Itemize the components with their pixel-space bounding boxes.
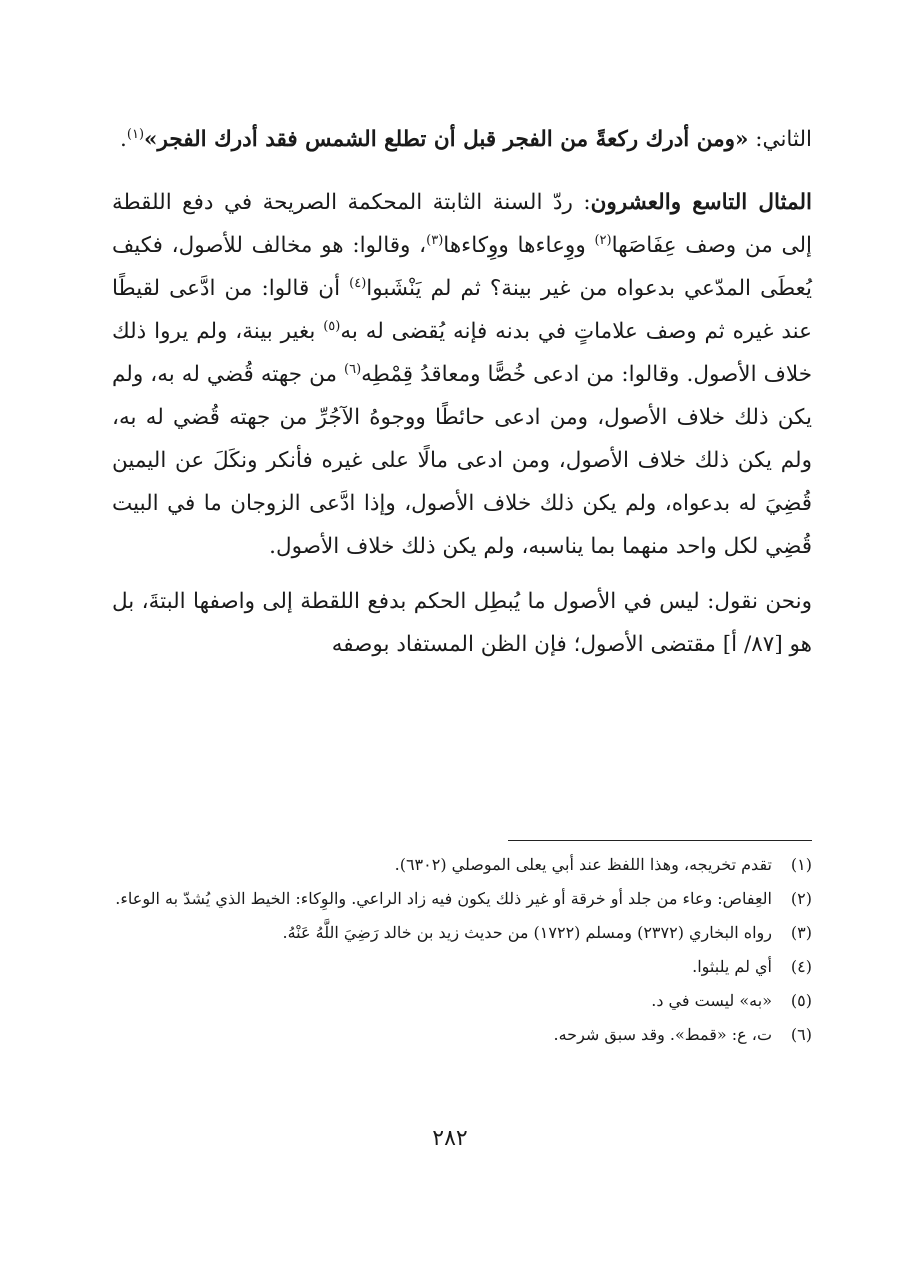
hadith-quote: «ومن أدرك ركعةً من الفجر قبل أن تطلع الشمس فقد أدرك الفجر»: [144, 127, 749, 152]
footnote-ref-3[interactable]: (٣): [426, 232, 444, 248]
main-text: [112, 118, 812, 666]
paragraph-text: بغير بينة، ولم يروا ذلك خلاف الأصول. وقالوا: من ادعى خُصًّا ومعاقدُ قِمْطِه: [112, 319, 813, 387]
example-label: الثاني:: [748, 127, 812, 152]
footnote-2: [112, 882, 812, 916]
footnote-number: (٤): [790, 957, 812, 976]
paragraph-text: من جهته قُضي له به، ولم يكن ذلك خلاف الأصول، ومن ادعى حائطًا ووجوهُ الآجُرِّ من جهته قُضي له به، ولم يكن ذلك خلاف الأصول، ومن ادعى مالًا على غيره فأنكر ونكَلَ عن اليمين قُضِيَ له بدعواه، ولم يكن ذلك خلاف الأصول، وإذا ادَّعى الزوجان ما في البيت قُضِي لكل واحد منهما بما يناسبه، ولم يكن ذلك خلاف الأصول.: [112, 362, 812, 559]
footnote-5: [112, 984, 812, 1018]
paragraph-text: : ردّ السنة الثابتة المحكمة الصريحة في دفع اللقطة إلى من وصف عِفَاصَها: [112, 190, 812, 258]
paragraph-response: ونحن نقول: ليس في الأصول ما يُبطِل الحكم بدفع اللقطة إلى واصفها البتةَ، بل هو [٨٧/ أ] مقتضى الأصول؛ فإن الظن المستفاد بوصفه: [112, 589, 812, 657]
footnote-3: [112, 916, 812, 950]
footnote-text: «به» ليست في د.: [651, 991, 772, 1010]
footnote-ref-5[interactable]: (٥): [323, 318, 341, 334]
footnote-separator: [508, 840, 812, 841]
footnotes: [112, 848, 812, 1052]
paragraph-example-28: [112, 118, 812, 161]
footnote-number: (٣): [790, 923, 812, 942]
footnote-number: (١): [790, 855, 812, 874]
footnote-number: (٢): [790, 889, 812, 908]
footnote-text: رواه البخاري (٢٣٧٢) ومسلم (١٧٢٢) من حديث زيد بن خالد رَضِيَ اللَّهُ عَنْهُ.: [282, 923, 772, 942]
footnote-ref-1[interactable]: (١): [126, 126, 145, 142]
paragraph-end: .: [120, 127, 127, 152]
footnote-number: (٥): [790, 991, 812, 1010]
paragraph-text: أن قالوا: من ادَّعى لقيطًا عند غيره ثم وصف علاماتٍ في بدنه فإنه يُقضى له به: [112, 276, 812, 344]
footnote-text: العِفاص: وعاء من جلد أو خرقة أو غير ذلك يكون فيه زاد الراعي. والوِكاء: الخيط الذي يُشدّ به الوعاء.: [115, 889, 772, 908]
footnote-ref-4[interactable]: (٤): [349, 275, 367, 291]
paragraph-text: ووِعاءها ووِكاءها: [443, 233, 595, 258]
paragraph-example-29: [112, 181, 812, 568]
footnote-6: [112, 1018, 812, 1052]
footnote-ref-6[interactable]: (٦): [344, 361, 362, 377]
footnote-4: [112, 950, 812, 984]
footnote-text: أي لم يلبثوا.: [692, 957, 772, 976]
footnote-text: ت، ع: «قمط». وقد سبق شرحه.: [553, 1025, 772, 1044]
footnote-ref-2[interactable]: (٢): [594, 232, 612, 248]
footnote-number: (٦): [790, 1025, 812, 1044]
footnote-text: تقدم تخريجه، وهذا اللفظ عند أبي يعلى الموصلي (٦٣٠٢).: [394, 855, 772, 874]
section-heading: المثال التاسع والعشرون: [590, 190, 812, 215]
page-number: ٢٨٢: [432, 1126, 468, 1151]
footnote-1: [112, 848, 812, 882]
paragraph-text: ، وقالوا: هو مخالف للأصول، فكيف يُعطَى المدّعي بدعواه من غير بينة؟ ثم لم يَنْشَبوا: [112, 233, 812, 301]
